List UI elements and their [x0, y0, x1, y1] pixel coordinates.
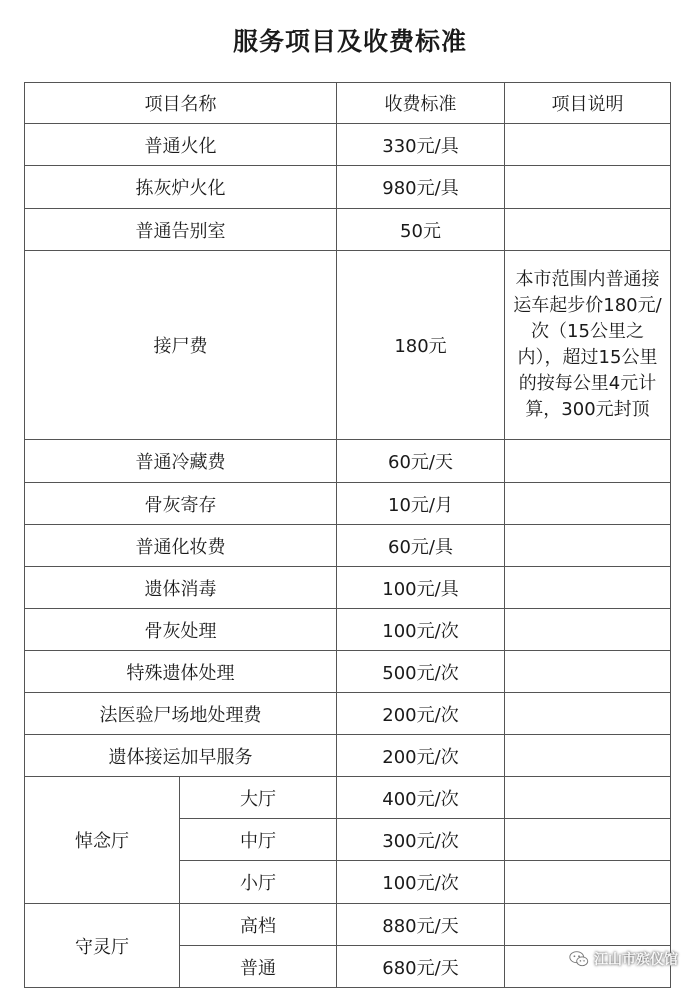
- header-fee-standard: 收费标准: [337, 83, 505, 124]
- item-price: 100元/次: [337, 609, 505, 651]
- watermark-text: 江山市殡仪馆: [594, 952, 678, 968]
- item-note: [505, 567, 671, 609]
- item-note: [505, 777, 671, 819]
- table-row: [25, 735, 671, 777]
- item-price: 60元/天: [337, 440, 505, 483]
- table-row: [25, 209, 671, 251]
- item-name: 遗体消毒: [25, 567, 337, 609]
- item-note: [505, 124, 671, 166]
- table-row: [25, 124, 671, 166]
- item-name: 骨灰寄存: [25, 483, 337, 525]
- item-name: 拣灰炉火化: [25, 166, 337, 209]
- watermark: [568, 946, 678, 972]
- table-row: [25, 777, 671, 819]
- item-name: 遗体接运加早服务: [25, 735, 337, 777]
- item-note: [505, 819, 671, 861]
- item-price: 500元/次: [337, 651, 505, 693]
- table-row: [25, 693, 671, 735]
- item-name: 普通火化: [25, 124, 337, 166]
- item-price: 200元/次: [337, 693, 505, 735]
- item-price: 300元/次: [337, 819, 505, 861]
- item-price: 100元/次: [337, 861, 505, 904]
- group-sub-item: 小厅: [180, 861, 337, 904]
- wechat-icon: [568, 948, 590, 970]
- item-note: 本市范围内普通接运车起步价180元/次（15公里之内），超过15公里的按每公里4元计算，300元封顶: [505, 251, 671, 440]
- group-sub-item: 普通: [180, 946, 337, 988]
- table-row: [25, 440, 671, 483]
- item-note: [505, 440, 671, 483]
- table-header-row: [25, 83, 671, 124]
- fee-table: [24, 82, 671, 988]
- group-name: 守灵厅: [25, 904, 180, 988]
- item-note: [505, 693, 671, 735]
- item-name: 接尸费: [25, 251, 337, 440]
- item-price: 60元/具: [337, 525, 505, 567]
- header-item-name: 项目名称: [25, 83, 337, 124]
- item-note: [505, 861, 671, 904]
- item-price: 180元: [337, 251, 505, 440]
- item-note: [505, 609, 671, 651]
- table-row: [25, 483, 671, 525]
- item-price: 680元/天: [337, 946, 505, 988]
- item-price: 10元/月: [337, 483, 505, 525]
- group-sub-item: 中厅: [180, 819, 337, 861]
- table-row: [25, 251, 671, 440]
- group-name: 悼念厅: [25, 777, 180, 904]
- header-item-note: 项目说明: [505, 83, 671, 124]
- item-note: [505, 651, 671, 693]
- page-title: 服务项目及收费标准: [232, 27, 467, 56]
- item-price: 50元: [337, 209, 505, 251]
- item-note: [505, 904, 671, 946]
- item-name: 法医验尸场地处理费: [25, 693, 337, 735]
- item-price: 400元/次: [337, 777, 505, 819]
- table-row: [25, 567, 671, 609]
- item-note: [505, 483, 671, 525]
- item-name: 普通化妆费: [25, 525, 337, 567]
- item-name: 普通冷藏费: [25, 440, 337, 483]
- group-sub-item: 高档: [180, 904, 337, 946]
- table-row: [25, 904, 671, 946]
- item-note: [505, 209, 671, 251]
- table-row: [25, 525, 671, 567]
- item-name: 特殊遗体处理: [25, 651, 337, 693]
- item-name: 普通告别室: [25, 209, 337, 251]
- item-note: [505, 166, 671, 209]
- item-price: 100元/具: [337, 567, 505, 609]
- table-row: [25, 166, 671, 209]
- item-price: 980元/具: [337, 166, 505, 209]
- table-row: [25, 609, 671, 651]
- item-note: [505, 525, 671, 567]
- item-note: [505, 735, 671, 777]
- item-price: 330元/具: [337, 124, 505, 166]
- item-name: 骨灰处理: [25, 609, 337, 651]
- group-sub-item: 大厅: [180, 777, 337, 819]
- item-price: 880元/天: [337, 904, 505, 946]
- table-row: [25, 651, 671, 693]
- item-price: 200元/次: [337, 735, 505, 777]
